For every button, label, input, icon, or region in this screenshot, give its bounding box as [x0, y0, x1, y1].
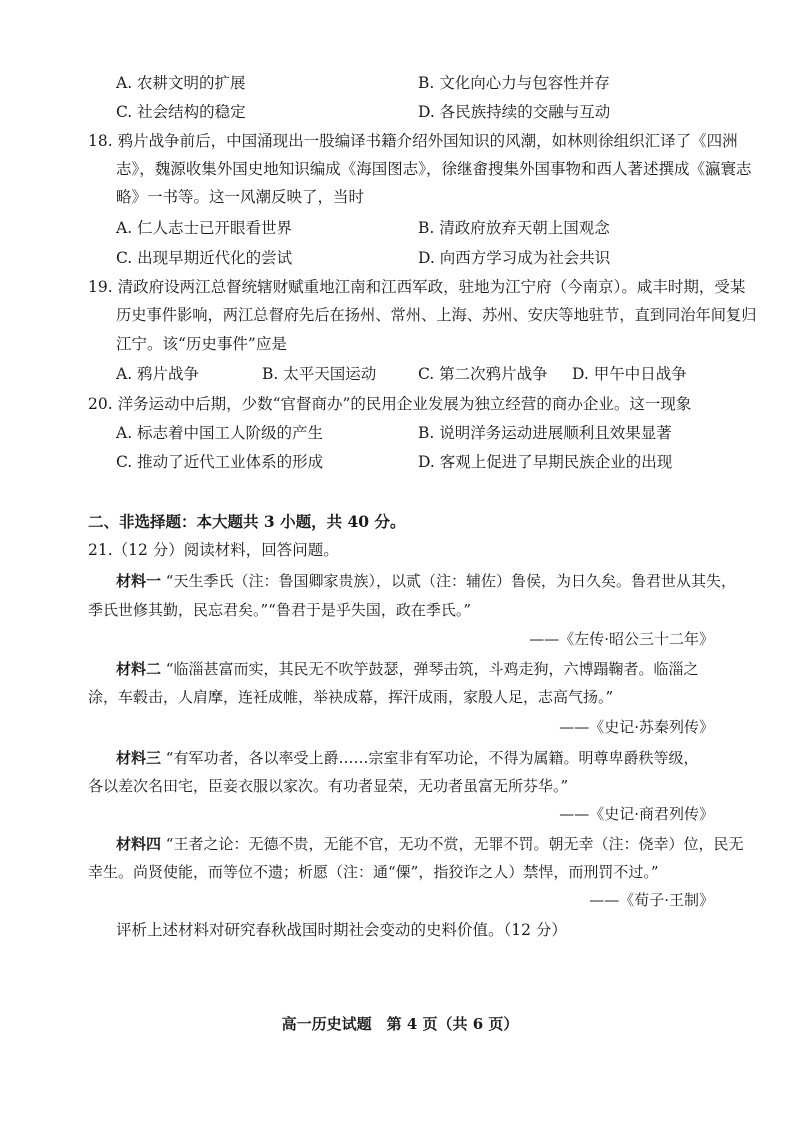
q18-option-d: D. 向西方学习成为社会共识 [418, 249, 611, 267]
material-4-line-2: 幸生。尚贤使能，而等位不遗；析愿（注：通“傈”，指狡诈之人）禁悍，而刑罚不过。” [88, 863, 659, 881]
q17-option-a: A. 农耕文明的扩展 [116, 74, 246, 92]
q18-stem-line-3: 略》一书等。这一风潮反映了，当时 [116, 188, 365, 206]
q18-stem-line-1: 18. 鸦片战争前后，中国涌现出一股编译书籍介绍外国知识的风潮，如林则徐组织汇译了《四洲 [88, 132, 738, 150]
material-1-text-1: “天生季氏（注：鲁国卿家贵族），以贰（注：辅佐）鲁侯，为日久矣。鲁君世从其失， [165, 572, 736, 590]
q21-intro: 21.（12 分）阅读材料，回答问题。 [88, 541, 339, 559]
material-4-source: ——《荀子·王制》 [589, 891, 714, 909]
q18-option-a: A. 仁人志士已开眼看世界 [116, 219, 293, 237]
q21-task: 评析上述材料对研究春秋战国时期社会变动的史料价值。（12 分） [116, 921, 567, 939]
material-2-line-1 [116, 658, 698, 681]
material-3-source: ——《史记·商君列传》 [559, 805, 714, 823]
q17-option-d: D. 各民族持续的交融与互动 [418, 103, 611, 121]
q19-stem-line-1: 19. 清政府设两江总督统辖财赋重地江南和江西军政，驻地为江宁府（今南京）。咸丰时期，受某 [88, 278, 746, 296]
material-2-source: ——《史记·苏秦列传》 [559, 718, 714, 736]
q18-option-b: B. 清政府放弃天朝上国观念 [418, 219, 610, 237]
material-1-line-1 [116, 570, 736, 593]
page-footer: 高一历史试题 第 4 页（共 6 页） [281, 1015, 519, 1033]
material-1-label: 材料一 [116, 572, 162, 590]
q20-option-a: A. 标志着中国工人阶级的产生 [116, 424, 324, 442]
q18-stem-line-2: 志》，魏源收集外国史地知识编成《海国图志》，徐继畬搜集外国事物和西人著述撰成《瀛寰志 [116, 160, 752, 178]
material-3-line-2: 各以差次名田宅，臣妾衣服以家次。有功者显荣，无功者虽富无所芬华。” [88, 777, 569, 795]
q17-option-b: B. 文化向心力与包容性并存 [418, 74, 610, 92]
material-4-label: 材料四 [116, 835, 162, 853]
q19-stem-line-2: 历史事件影响，两江总督府先后在扬州、常州、上海、苏州、安庆等地驻节，直到同治年间复归 [116, 306, 757, 324]
q19-stem-line-3: 江宁。该“历史事件”应是 [116, 335, 287, 353]
q17-option-c: C. 社会结构的稳定 [116, 103, 246, 121]
q19-option-c: C. 第二次鸦片战争 [418, 365, 548, 383]
q18-option-c: C. 出现早期近代化的尝试 [116, 249, 293, 267]
material-4-line-1 [116, 833, 743, 856]
q20-option-b: B. 说明洋务运动进展顺利且效果显著 [418, 424, 672, 442]
material-3-text-1: “有军功者，各以率受上爵……宗室非有军功论，不得为属籍。明尊卑爵秩等级， [165, 749, 699, 767]
q19-option-a: A. 鸦片战争 [116, 365, 200, 383]
material-1-source: ——《左传·昭公三十二年》 [529, 630, 714, 648]
material-1-line-2: 季氏世修其勤，民忘君矣。”“鲁君于是乎失国，政在季氏。” [88, 601, 472, 619]
section-heading: 二、非选择题：本大题共 3 小题，共 40 分。 [88, 512, 406, 531]
q19-option-d: D. 甲午中日战争 [572, 365, 687, 383]
material-3-label: 材料三 [116, 749, 162, 767]
material-2-label: 材料二 [116, 660, 162, 678]
material-4-text-1: “王者之论：无德不贵，无能不官，无功不赏，无罪不罚。朝无幸（注：侥幸）位，民无 [165, 835, 744, 853]
material-2-text-1: “临淄甚富而实，其民无不吹竽鼓瑟，弹琴击筑，斗鸡走狗，六博蹋鞠者。临淄之 [165, 660, 699, 678]
material-3-line-1 [116, 747, 698, 770]
q20-option-c: C. 推动了近代工业体系的形成 [116, 453, 324, 471]
q19-option-b: B. 太平天国运动 [262, 365, 377, 383]
q20-option-d: D. 客观上促进了早期民族企业的出现 [418, 453, 673, 471]
q20-stem-line-1: 20. 洋务运动中后期，少数“官督商办”的民用企业发展为独立经营的商办企业。这一现象 [88, 395, 692, 413]
material-2-line-2: 涂，车毂击，人肩摩，连衽成帷，举袂成幕，挥汗成雨，家殷人足，志高气扬。” [88, 688, 614, 706]
